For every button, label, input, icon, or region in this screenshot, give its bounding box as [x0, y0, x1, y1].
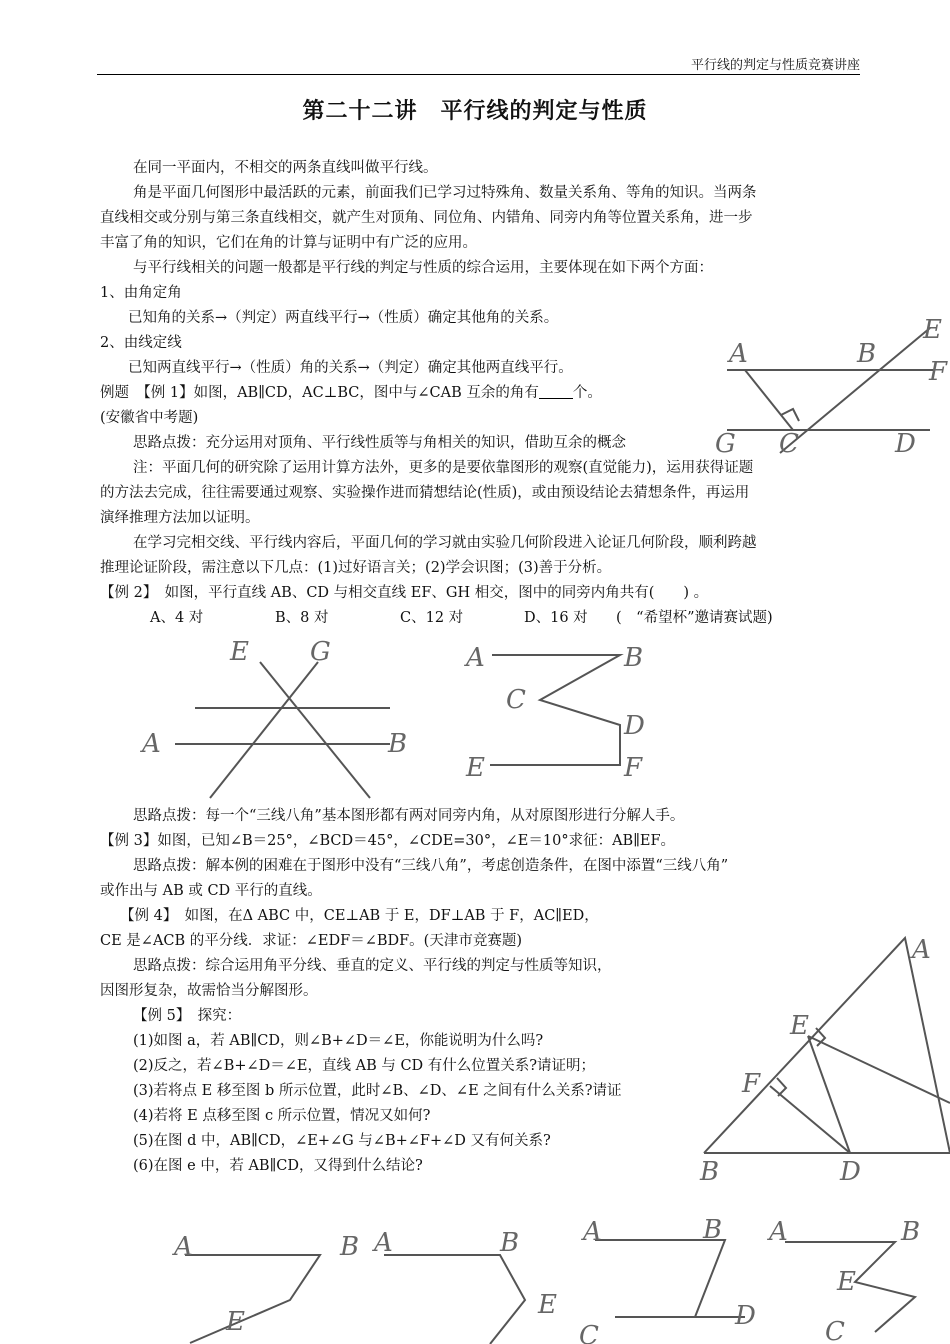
figure-a	[170, 1225, 370, 1344]
source-note: ( “希望杯”邀请赛试题)	[616, 610, 773, 626]
label-f: F	[929, 357, 948, 387]
text-line: 角是平面几何图形中最活跃的元素，前面我们已学习过特殊角、数量关系角、等角的知识。当两条	[133, 185, 757, 201]
choice-c: C、12 对	[400, 610, 464, 626]
text-line: (4)若将 E 点移至图 c 所示位置，情况又如何?	[133, 1108, 431, 1124]
lecture-title: 第二十二讲 平行线的判定与性质	[302, 99, 648, 124]
text-line: 【例 2】 如图，平行直线 AB、CD 与相交直线 EF、GH 相交，图中的同旁内角共有( ) 。	[100, 585, 709, 601]
label-e: E	[538, 1290, 557, 1320]
figure-b	[370, 1225, 570, 1344]
label-c: C	[779, 429, 799, 459]
label-d: D	[735, 1301, 756, 1331]
answer-blank	[539, 384, 573, 399]
text-line: 已知角的关系→（判定）两直线平行→（性质）确定其他角的关系。	[128, 310, 559, 326]
text-line: 【例 4】 如图，在Δ ABC 中，CE⊥AB 于 E，DF⊥AB 于 F，AC∥ED，	[120, 908, 599, 924]
text-line: 【例 5】 探究：	[133, 1008, 242, 1024]
label-e: E	[837, 1267, 856, 1297]
label-e: E	[230, 637, 249, 667]
example-1-line: 例题 【例 1】如图，AB∥CD，AC⊥BC，图中与∠CAB 互余的角有 个。	[100, 385, 602, 401]
figure-b-path	[384, 1255, 525, 1344]
text-line: (5)在图 d 中，AB∥CD，∠E+∠G 与∠B+∠F+∠D 又有何关系?	[133, 1133, 551, 1149]
label-c: C	[579, 1321, 599, 1344]
text-line: (3)若将点 E 移至图 b 所示位置，此时∠B、∠D、∠E 之间有什么关系?请证	[133, 1083, 622, 1099]
label-b: B	[700, 1157, 720, 1187]
label-e: E	[790, 1011, 809, 1041]
figure-example-1	[715, 315, 950, 463]
text-line: 思路点拨：解本例的困难在于图形中没有“三线八角”，考虑创造条件，在图中添置“三线八角”	[133, 858, 729, 874]
text-line: 演绎推理方法加以证明。	[100, 510, 260, 526]
text-line: 丰富了角的知识，它们在角的计算与证明中有广泛的应用。	[100, 235, 477, 251]
text-line: 已知两直线平行→（性质）角的关系→（判定）确定其他两直线平行。	[128, 360, 573, 376]
text-line: 1、由角定角	[100, 285, 182, 301]
text-line: 因图形复杂，故需恰当分解图形。	[100, 983, 318, 999]
label-e: E	[466, 753, 485, 783]
text-line: 2、由线定线	[100, 335, 182, 351]
label-c: C	[506, 685, 526, 715]
line-e	[260, 662, 370, 798]
segment-ac	[745, 370, 793, 430]
text-line: 在学习完相交线、平行线内容后，平面几何的学习就由实验几何阶段进入论证几何阶段，顺利跨越	[133, 535, 757, 551]
label-a: A	[729, 339, 748, 369]
text-line: (6)在图 e 中，若 AB∥CD，又得到什么结论?	[133, 1158, 423, 1174]
text-line: 或作出与 AB 或 CD 平行的直线。	[100, 883, 322, 899]
choice-d: D、16 对	[524, 610, 588, 626]
figure-c-path	[595, 1240, 745, 1317]
label-a: A	[466, 643, 485, 673]
label-e: E	[226, 1307, 245, 1337]
text-line: 【例 3】如图，已知∠B＝25°，∠BCD＝45°，∠CDE=30°，∠E＝10°求征：AB∥EF。	[100, 833, 676, 849]
choice-b: B、8 对	[275, 610, 329, 626]
label-b: B	[901, 1217, 921, 1247]
figure-example-3	[462, 640, 662, 790]
text-line: (安徽省中考题)	[100, 410, 199, 426]
header-rule	[97, 74, 860, 75]
label-b: B	[388, 729, 408, 759]
text-line: 注：平面几何的研究除了运用计算方法外，更多的是要依靠图形的观察(直觉能力)，运用获得证题	[133, 460, 754, 476]
figure-d	[765, 1212, 950, 1344]
text-line: 在同一平面内，不相交的两条直线叫做平行线。	[133, 160, 438, 176]
label-c: C	[825, 1317, 845, 1344]
figure-example-4	[700, 928, 950, 1188]
text-line: CE 是∠ACB 的平分线．求证：∠EDF＝∠BDF。(天津市竞赛题)	[100, 933, 522, 949]
label-b: B	[340, 1232, 360, 1262]
label-a: A	[769, 1217, 788, 1247]
label-b: B	[857, 339, 877, 369]
text-line: (2)反之，若∠B+∠D＝∠E，直线 AB 与 CD 有什么位置关系?请证明；	[133, 1058, 596, 1074]
label-b: B	[703, 1215, 723, 1245]
label-d: D	[624, 711, 645, 741]
label-b: B	[500, 1228, 520, 1258]
label-f: F	[742, 1069, 761, 1099]
figure-a-path	[185, 1255, 320, 1343]
label-d: D	[840, 1157, 861, 1187]
running-header: 平行线的判定与性质竞赛讲座	[690, 58, 860, 73]
label-a: A	[583, 1217, 602, 1247]
label-a: A	[374, 1228, 393, 1258]
figure-example-2	[140, 637, 420, 800]
line-g	[210, 662, 318, 798]
figure-c	[575, 1212, 765, 1344]
text-line: 思路点拨：每一个“三线八角”基本图形都有两对同旁内角，从对原图形进行分解人手。	[133, 808, 685, 824]
label-g: G	[715, 429, 736, 459]
text-line: (1)如图 a，若 AB∥CD，则∠B+∠D＝∠E，你能说明为什么吗?	[133, 1033, 544, 1049]
text-line: 直线相交或分别与第三条直线相交，就产生对顶角、同位角、内错角、同旁内角等位置关系角，进一步	[100, 210, 753, 226]
choice-a: A、4 对	[150, 610, 204, 626]
label-e: E	[923, 315, 942, 345]
text-line: 与平行线相关的问题一般都是平行线的判定与性质的综合运用，主要体现在如下两个方面：	[133, 260, 713, 276]
label-d: D	[895, 429, 916, 459]
text-line: 思路点拨：综合运用角平分线、垂直的定义、平行线的判定与性质等知识，	[133, 958, 612, 974]
label-f: F	[624, 753, 643, 783]
label-b: B	[624, 643, 644, 673]
label-g: G	[310, 637, 331, 667]
text-line: 思路点拨：充分运用对顶角、平行线性质等与角相关的知识，借助互余的概念	[133, 435, 626, 451]
label-a: A	[174, 1232, 193, 1262]
label-a: A	[912, 935, 931, 965]
text-line: 推理论证阶段，需注意以下几点：(1)过好语言关；(2)学会识图；(3)善于分析。	[100, 560, 612, 576]
label-a: A	[142, 729, 161, 759]
text-line: 的方法去完成，往往需要通过观察、实验操作进而猜想结论(性质)，或由预设结论去猜想条件，再运用	[100, 485, 750, 501]
